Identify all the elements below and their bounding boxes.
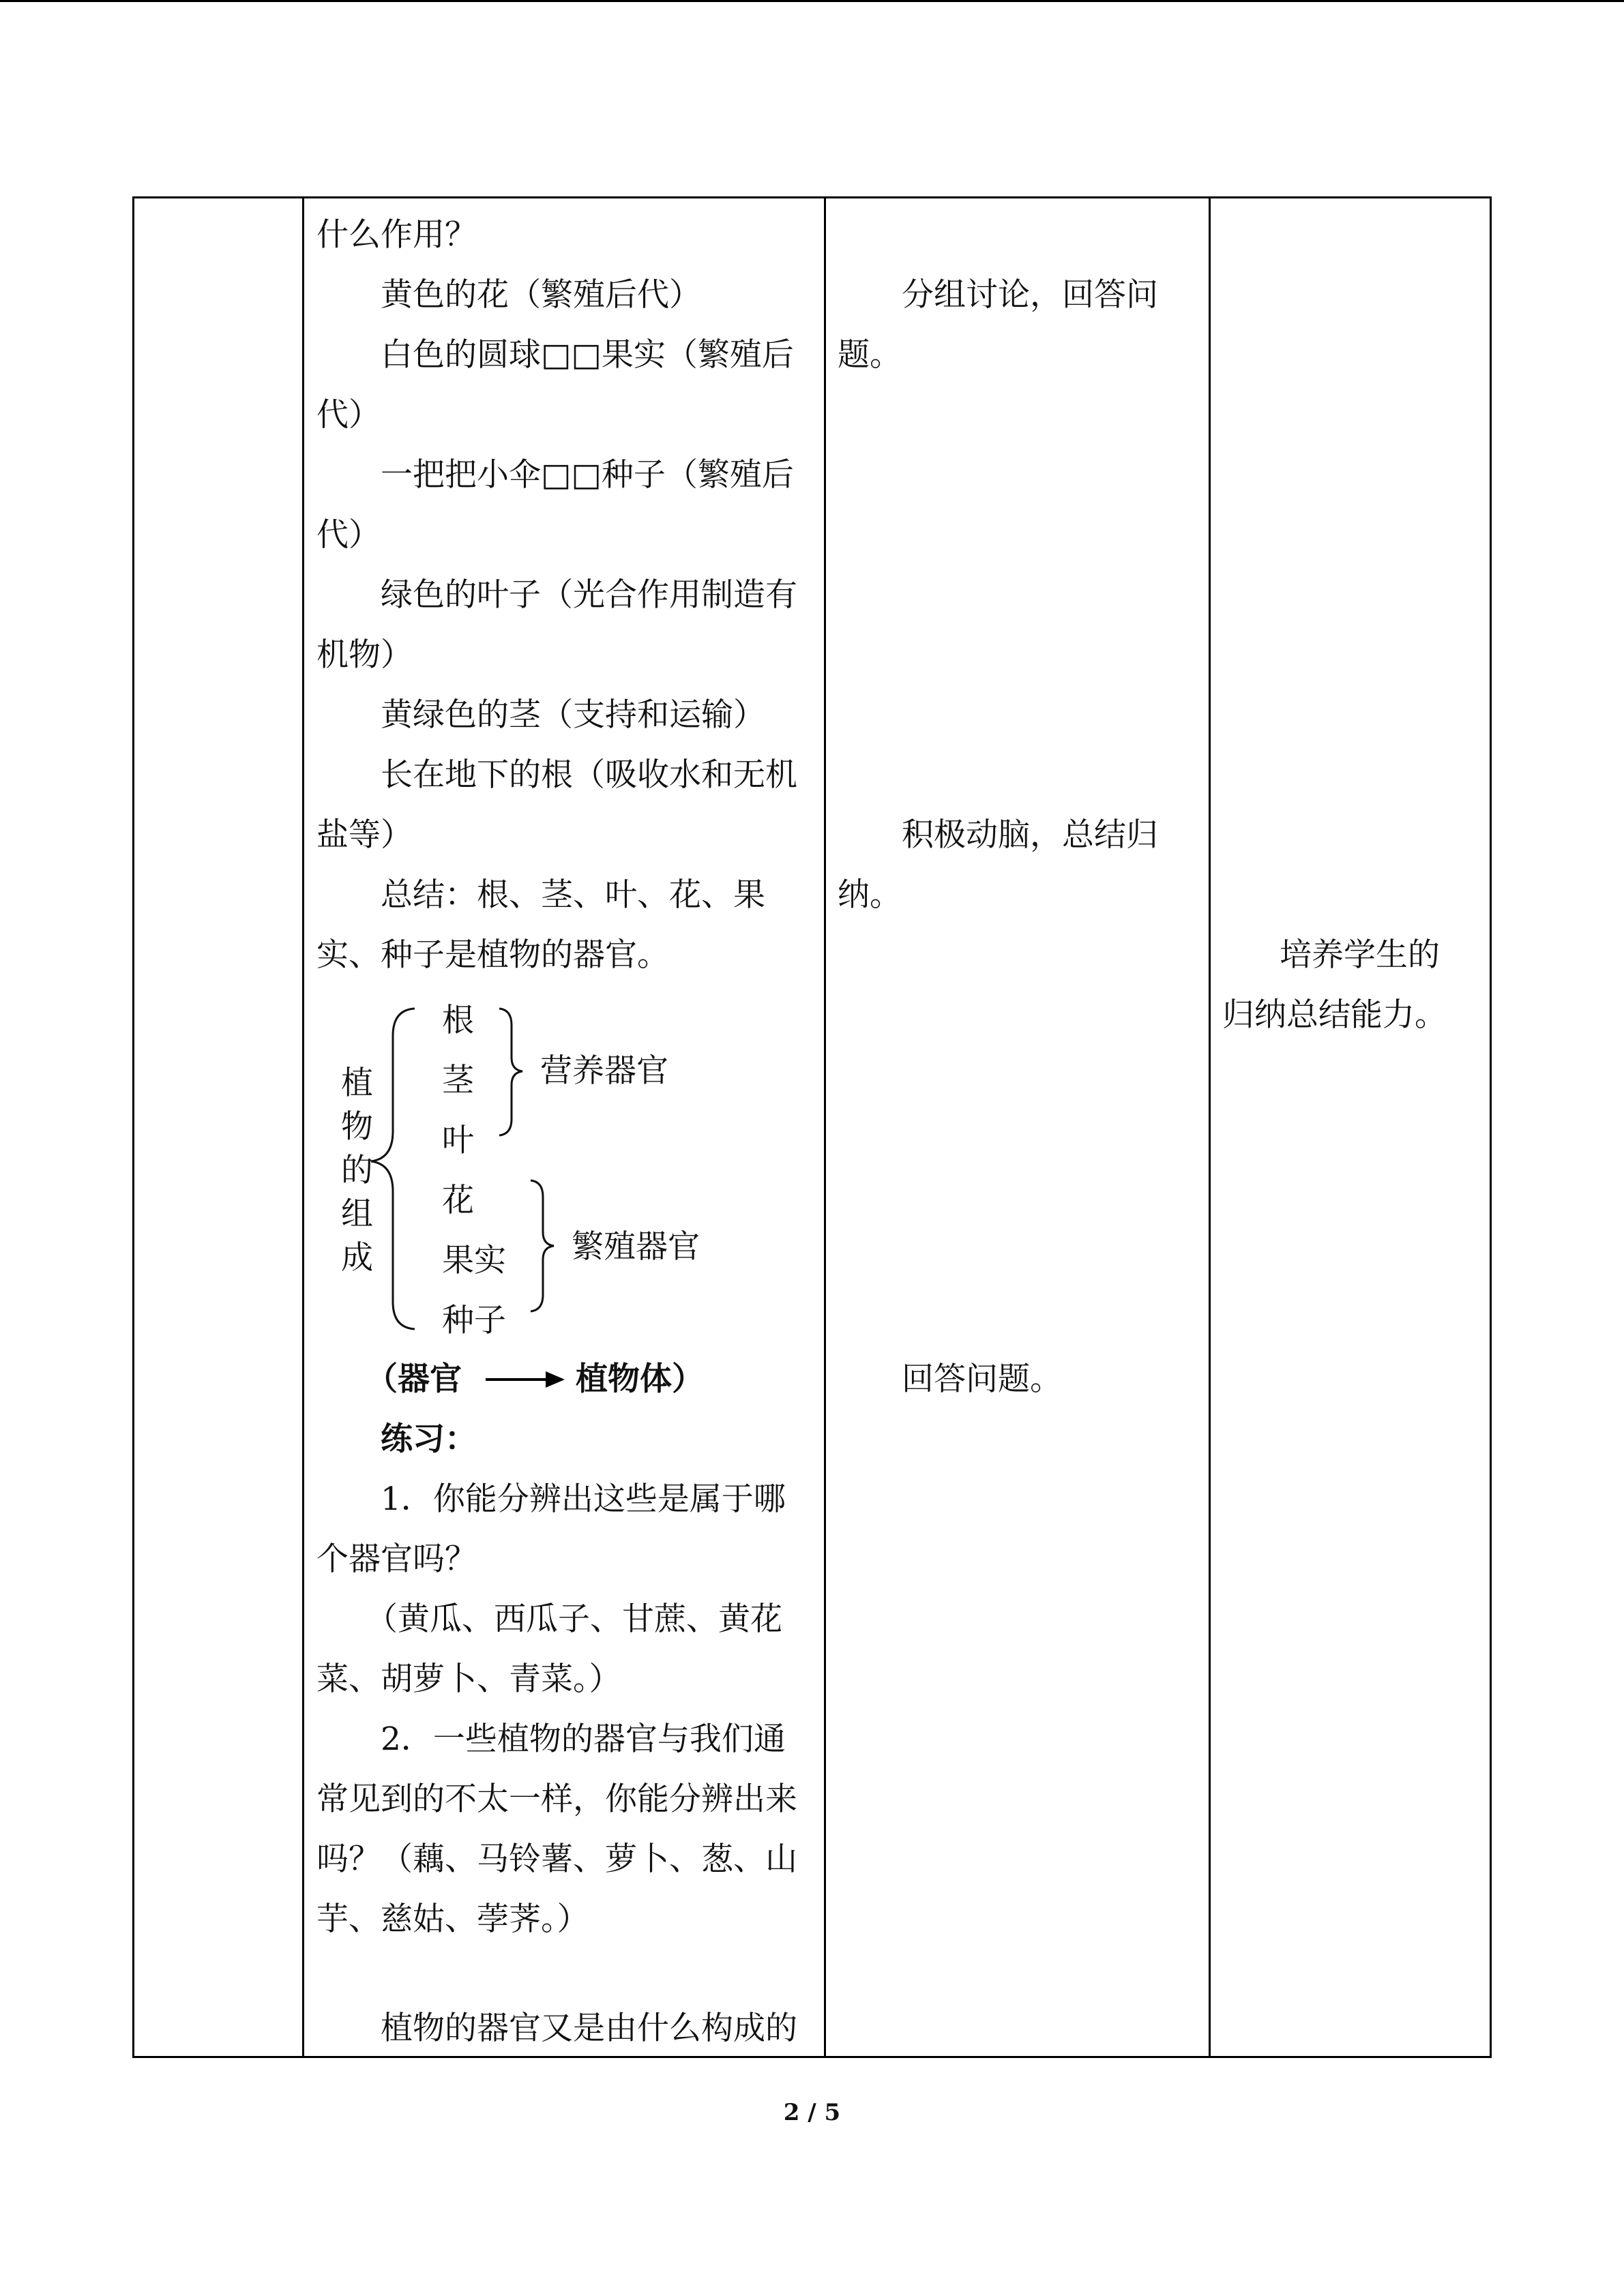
formula-right: 植物体） xyxy=(576,1360,704,1398)
diagram-organ-leaf: 叶 xyxy=(442,1122,474,1159)
content-line: 黄绿色的茎（支持和运输） xyxy=(381,696,765,734)
arrow-right-icon xyxy=(486,1367,567,1392)
content-line: 代） xyxy=(316,396,381,434)
diagram-reproductive-label: 繁殖器官 xyxy=(572,1228,700,1266)
diagram-root-char: 植 xyxy=(341,1064,373,1102)
practice-line: 1．你能分辨出这些是属于哪 xyxy=(381,1480,786,1518)
lesson-table xyxy=(132,196,1492,2058)
diagram-root-char: 物 xyxy=(341,1108,373,1146)
content-line: 代） xyxy=(316,516,381,554)
intent-line: 培养学生的 xyxy=(1280,936,1440,974)
practice-line: 个器官吗？ xyxy=(316,1540,477,1578)
content-line: 长在地下的根（吸收水和无机 xyxy=(381,756,797,794)
practice-title: 练习： xyxy=(381,1420,477,1458)
table-cell-stage xyxy=(134,198,302,2056)
diagram-root-char: 成 xyxy=(341,1239,373,1277)
table-cell-design-intent xyxy=(1211,198,1491,2056)
content-line: 什么作用？ xyxy=(316,216,477,254)
content-line: 白色的圆球□□果实（繁殖后 xyxy=(381,336,794,374)
practice-line: 常见到的不太一样，你能分辨出来 xyxy=(316,1780,797,1818)
content-line-last: 植物的器官又是由什么构成的 xyxy=(381,2010,797,2047)
content-line: 一把把小伞□□种子（繁殖后 xyxy=(381,456,794,494)
diagram-vegetative-label: 营养器官 xyxy=(540,1052,668,1090)
activity-line: 题。 xyxy=(838,336,902,374)
activity-line: 积极动脑，总结归 xyxy=(902,816,1158,854)
diagram-braces xyxy=(306,995,810,1343)
page-number: 2 / 5 xyxy=(783,2099,841,2126)
diagram-organ-seed: 种子 xyxy=(442,1302,506,1339)
plant-organ-diagram xyxy=(306,995,810,1343)
content-line: 实、种子是植物的器官。 xyxy=(316,936,669,974)
practice-line: 菜、胡萝卜、青菜。） xyxy=(316,1660,621,1698)
content-line: 黄色的花（繁殖后代） xyxy=(381,276,701,314)
diagram-organ-root: 根 xyxy=(442,1002,474,1039)
practice-line: 吗？（藕、马铃薯、萝卜、葱、山 xyxy=(316,1840,797,1878)
practice-line: 芋、慈姑、荸荠。） xyxy=(316,1900,589,1938)
diagram-organ-stem: 茎 xyxy=(442,1062,474,1099)
activity-line: 回答问题。 xyxy=(902,1360,1062,1398)
diagram-root-char: 的 xyxy=(341,1152,373,1189)
table-divider xyxy=(302,198,304,2056)
practice-line: 2．一些植物的器官与我们通 xyxy=(381,1720,786,1758)
content-line: 盐等） xyxy=(316,816,413,854)
page-top-border xyxy=(0,0,1624,2)
diagram-organ-flower: 花 xyxy=(442,1182,474,1219)
table-divider xyxy=(824,198,826,2056)
formula-left: （器官 xyxy=(366,1360,462,1398)
practice-line: （黄瓜、西瓜子、甘蔗、黄花 xyxy=(366,1600,782,1638)
table-divider xyxy=(1209,198,1211,2056)
content-line: 机物） xyxy=(316,636,413,674)
table-cell-content xyxy=(306,198,810,2056)
content-line: 总结：根、茎、叶、花、果 xyxy=(381,876,765,914)
activity-line: 分组讨论，回答问 xyxy=(902,276,1158,314)
content-line: 绿色的叶子（光合作用制造有 xyxy=(381,576,797,614)
activity-line: 纳。 xyxy=(838,876,902,914)
diagram-root-char: 组 xyxy=(341,1195,373,1233)
intent-line: 归纳总结能力。 xyxy=(1222,996,1447,1034)
diagram-organ-fruit: 果实 xyxy=(442,1242,506,1279)
table-cell-student-activity xyxy=(827,198,1202,2056)
